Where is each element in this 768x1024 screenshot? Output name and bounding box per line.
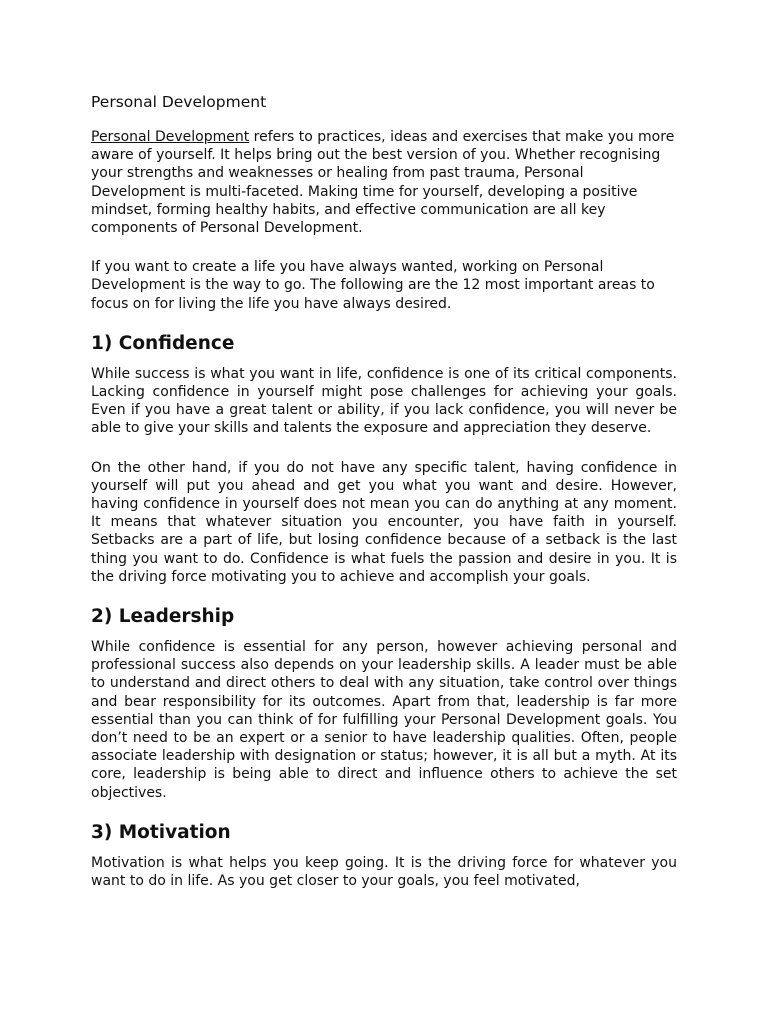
- confidence-paragraph-2: On the other hand, if you do not have any specific talent, having confidence in yourself will put you ahead and get you what you want and desire. However, having confidence in yourself does not mean you can do anything at any moment. It means that whatever situation you encounter, you have faith in yourself. Setbacks are a part of life, but losing confidence because of a setback is the last thing you want to do. Confidence is what fuels the passion and desire in you. It is the driving force motivating you to achieve and accomplish your goals.: [91, 459, 677, 585]
- section-heading-leadership: 2) Leadership: [91, 606, 235, 628]
- intro-paragraph: [91, 128, 677, 237]
- intro-link[interactable]: Personal Development: [91, 129, 250, 145]
- motivation-paragraph-1: Motivation is what helps you keep going. It is the driving force for whatever you want to do in life. As you get closer to your goals, you feel motivated,: [91, 854, 677, 890]
- section-heading-confidence: 1) Confidence: [91, 332, 235, 354]
- section-heading-motivation: 3) Motivation: [91, 821, 231, 843]
- intro-paragraph-2: If you want to create a life you have always wanted, working on Personal Development is the way to go. The following are the 12 most important areas to focus on for living the life you have always desired.: [91, 259, 655, 312]
- document-page: [91, 92, 677, 911]
- leadership-paragraph-1: While confidence is essential for any person, however achieving personal and professional success also depends on your leadership skills. A leader must be able to understand and direct others to deal with any situation, take control over things and bear responsibility for its outcomes. Apart from that, leadership is far more essential than you can think of for fulfilling your Personal Development goals. You don’t need to be an expert or a senior to have leadership qualities. Often, people associate leadership with designation or status; however, it is all but a myth. At its core, leadership is being able to direct and influence others to achieve the set objectives.: [91, 639, 677, 801]
- confidence-paragraph-1: While success is what you want in life, confidence is one of its critical components. Lacking confidence in yourself might pose challenges for achieving your goals. Even if you have a great talent or ability, if you lack confidence, you will never be able to give your skills and talents the exposure and appreciation they deserve.: [91, 365, 677, 437]
- document-title: Personal Development: [91, 93, 267, 111]
- intro-text: refers to practices, ideas and exercises that make you more aware of yourself. It helps bring out the best version of you. Whether recognising your strengths and weaknesses or healing from past trauma, Personal Development is multi-faceted. Making time for yourself, developing a positive mindset, forming healthy habits, and effective communication are all key components of Personal Development.: [91, 129, 675, 237]
